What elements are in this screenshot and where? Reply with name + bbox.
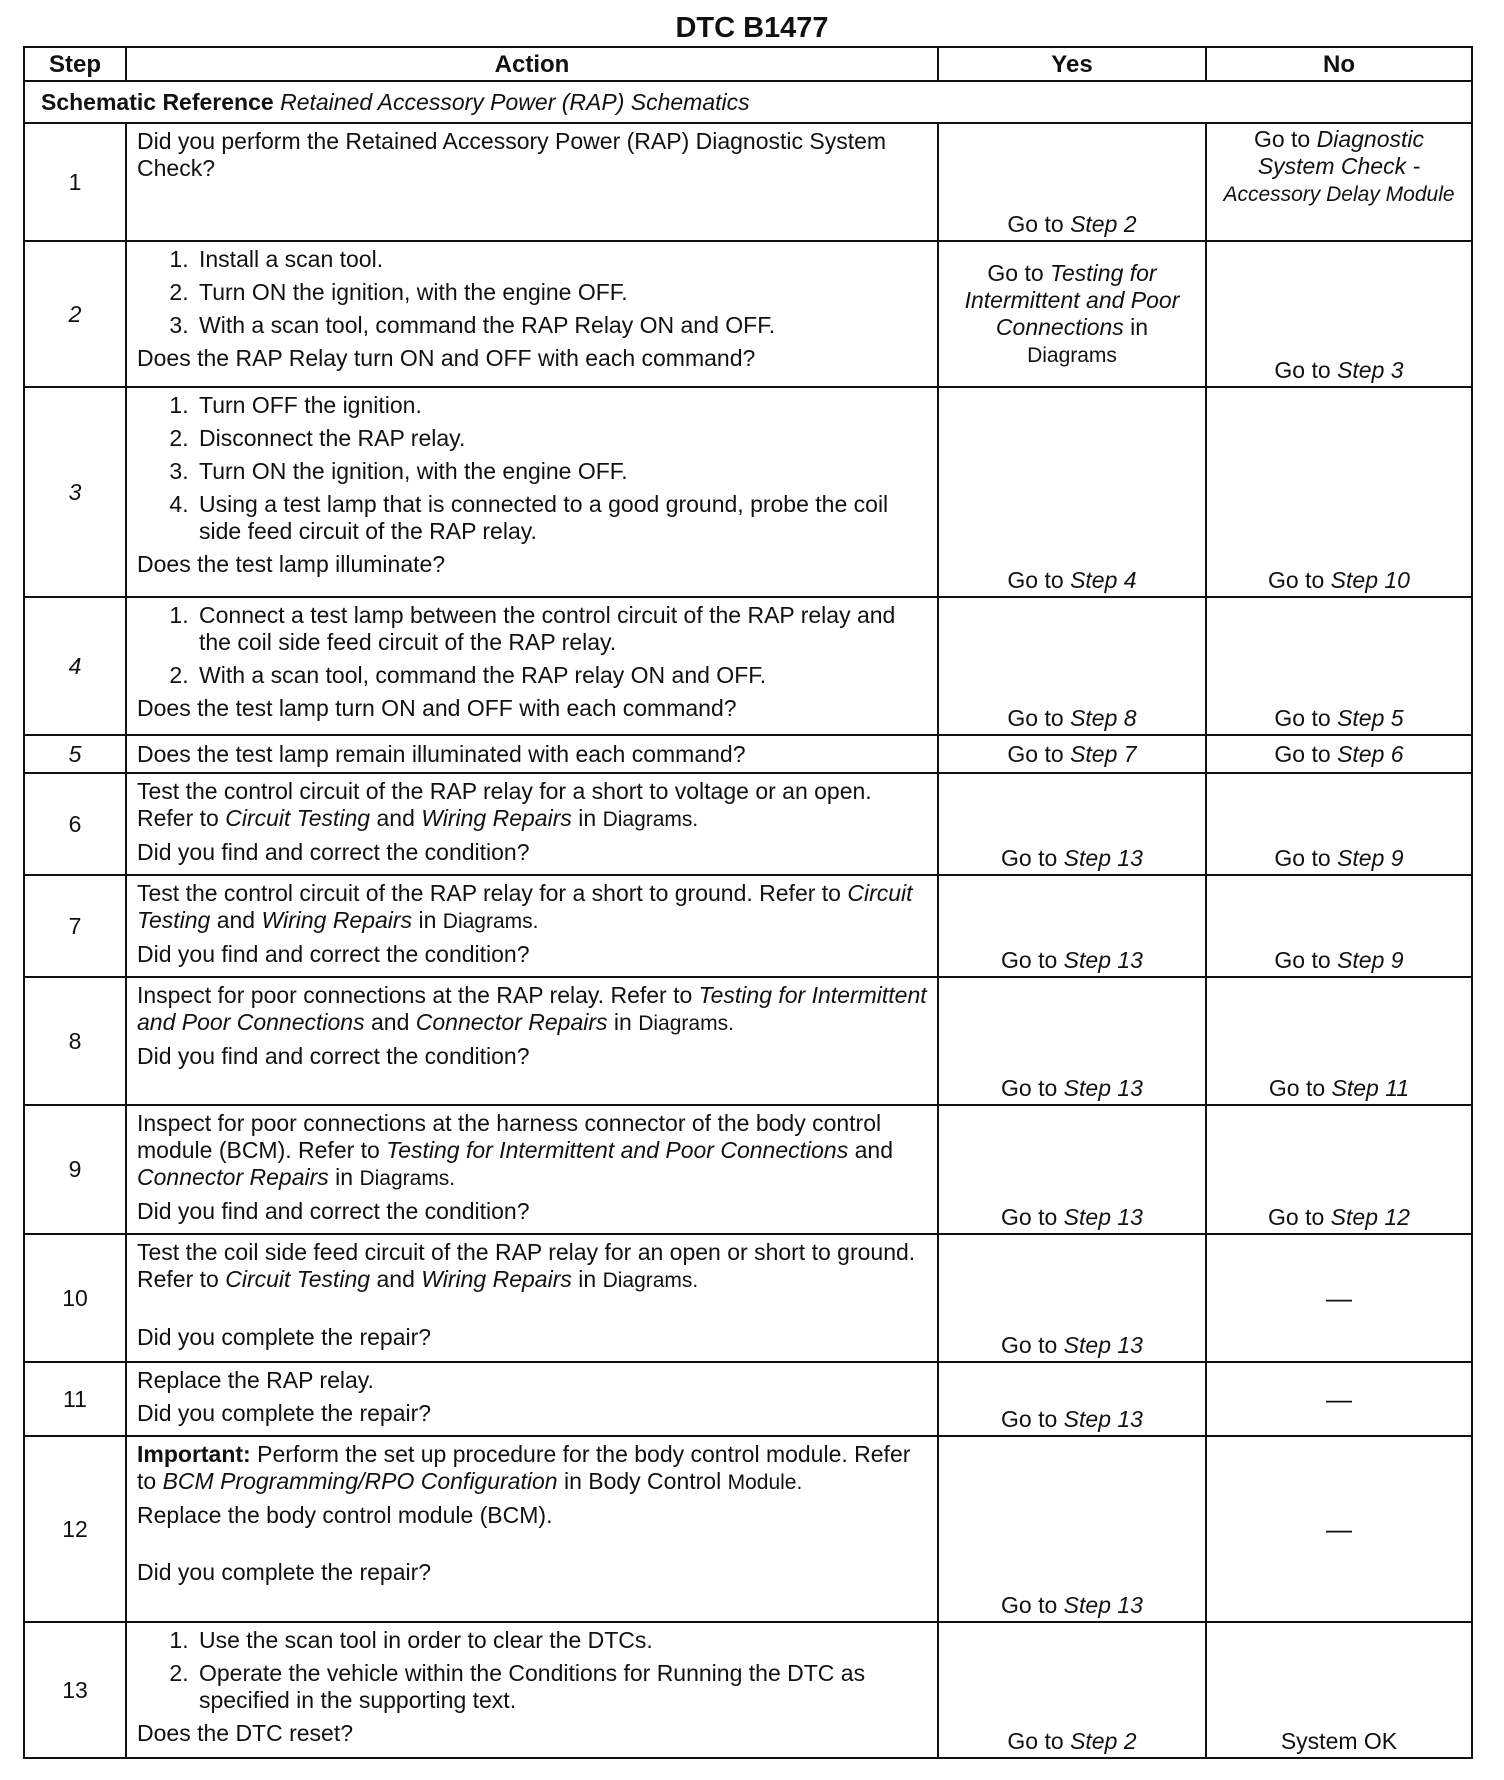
action-cell xyxy=(126,241,938,387)
step-link[interactable]: Step 2 xyxy=(1070,1728,1137,1754)
table-row xyxy=(24,1362,1472,1436)
instruction: Inspect for poor connections at the RAP relay. Refer to Testing for Intermittent and Poor Connections and Connector Repairs in Diagrams. xyxy=(137,982,927,1035)
yes-cell: Go to Step 13 xyxy=(938,773,1206,875)
step-link[interactable]: Step 13 xyxy=(1063,845,1143,871)
instruction: Test the control circuit of the RAP relay for a short to voltage or an open. Refer to Circuit Testing and Wiring Repairs in Diagrams. xyxy=(137,778,872,831)
header-step: Step xyxy=(24,47,126,81)
question: Did you complete the repair? xyxy=(137,1324,432,1350)
list-item: 4. Using a test lamp that is connected to a good ground, probe the coil side feed circuit of the RAP relay. xyxy=(195,491,927,545)
action-cell xyxy=(126,773,938,875)
no-cell: Go to Diagnostic System Check - Accessory Delay Module xyxy=(1206,123,1472,241)
header-action: Action xyxy=(126,47,938,81)
instruction: Important: Perform the set up procedure for the body control module. Refer to BCM Programming/RPO Configuration in Body Control Module. xyxy=(137,1441,911,1494)
important-label: Important: xyxy=(137,1441,251,1467)
wiring-repairs-link[interactable]: Wiring Repairs xyxy=(421,805,572,831)
yes-cell: Go to Step 8 xyxy=(938,597,1206,735)
action-cell xyxy=(126,1234,938,1362)
yes-cell: Go to Step 7 xyxy=(938,735,1206,773)
page-title: DTC B1477 xyxy=(675,12,829,44)
action-cell xyxy=(126,597,938,735)
step-link[interactable]: Step 9 xyxy=(1337,845,1404,871)
action-cell xyxy=(126,1436,938,1622)
yes-cell: Go to Step 13 xyxy=(938,1234,1206,1362)
step-list xyxy=(137,602,927,689)
table-row xyxy=(24,735,1472,773)
instruction: Inspect for poor connections at the harness connector of the body control module (BCM). Refer to Testing for Intermittent and Poor Connections and Connector Repairs in Diagrams. xyxy=(137,1110,893,1190)
step-link[interactable]: Step 8 xyxy=(1070,705,1137,731)
question: Did you complete the repair? xyxy=(137,1559,432,1585)
table-row xyxy=(24,241,1472,387)
yes-cell: Go to Step 13 xyxy=(938,1436,1206,1622)
step-number: 3 xyxy=(24,387,126,597)
no-cell: — xyxy=(1206,1362,1472,1436)
schematic-reference xyxy=(24,81,1472,123)
step-number: 11 xyxy=(24,1362,126,1436)
step-number: 8 xyxy=(24,977,126,1105)
circuit-testing-link[interactable]: Circuit Testing xyxy=(225,805,371,831)
no-cell: Go to Step 3 xyxy=(1206,241,1472,387)
table-row xyxy=(24,1105,1472,1234)
question: Did you perform the Retained Accessory Power (RAP) Diagnostic System Check? xyxy=(137,128,887,181)
step-number: 1 xyxy=(24,123,126,241)
action-cell xyxy=(126,735,938,773)
table-row xyxy=(24,875,1472,977)
table-row xyxy=(24,1234,1472,1362)
action-cell xyxy=(126,1105,938,1234)
table-row xyxy=(24,1436,1472,1622)
step-number: 7 xyxy=(24,875,126,977)
no-cell: Go to Step 12 xyxy=(1206,1105,1472,1234)
list-item: 1. Turn OFF the ignition. xyxy=(195,392,927,419)
table-row xyxy=(24,773,1472,875)
no-cell: Go to Step 5 xyxy=(1206,597,1472,735)
bcm-programming-link[interactable]: BCM Programming/RPO Configuration xyxy=(162,1468,558,1494)
no-cell: Go to Step 9 xyxy=(1206,773,1472,875)
question: Does the test lamp illuminate? xyxy=(137,551,446,577)
step-link[interactable]: Step 5 xyxy=(1337,705,1404,731)
list-item: 2. With a scan tool, command the RAP relay ON and OFF. xyxy=(195,662,927,689)
step-link[interactable]: Step 13 xyxy=(1063,1592,1143,1618)
circuit-testing-link[interactable]: Circuit Testing xyxy=(137,880,913,933)
question: Did you complete the repair? xyxy=(137,1400,432,1426)
step-number: 9 xyxy=(24,1105,126,1234)
step-link[interactable]: Step 13 xyxy=(1063,1332,1143,1358)
diagnostic-system-check-link[interactable]: Diagnostic System Check - xyxy=(1257,126,1425,179)
step-number: 2 xyxy=(24,241,126,387)
wiring-repairs-link[interactable]: Wiring Repairs xyxy=(261,907,413,933)
question: Did you find and correct the condition? xyxy=(137,839,530,865)
circuit-testing-link[interactable]: Circuit Testing xyxy=(225,1266,371,1292)
no-cell: System OK xyxy=(1206,1622,1472,1758)
no-cell: — xyxy=(1206,1436,1472,1622)
yes-cell: Go to Step 13 xyxy=(938,875,1206,977)
table-row xyxy=(24,1622,1472,1758)
header-yes: Yes xyxy=(938,47,1206,81)
table-row xyxy=(24,387,1472,597)
question: Did you find and correct the condition? xyxy=(137,1198,530,1224)
yes-cell: Go to Step 13 xyxy=(938,1362,1206,1436)
no-cell: Go to Step 6 xyxy=(1206,735,1472,773)
testing-link[interactable]: Testing for Intermittent and Poor Connections xyxy=(386,1137,849,1163)
step-list xyxy=(137,1627,927,1714)
step-link[interactable]: Step 6 xyxy=(1337,740,1404,767)
action-cell xyxy=(126,1622,938,1758)
list-item: 2. Turn ON the ignition, with the engine OFF. xyxy=(195,279,927,306)
schematic-label: Schematic Reference xyxy=(41,88,274,115)
action-cell xyxy=(126,123,938,241)
step-link[interactable]: Step 12 xyxy=(1330,1204,1410,1230)
question: Does the DTC reset? xyxy=(137,1720,354,1746)
action-cell xyxy=(126,875,938,977)
step-number: 6 xyxy=(24,773,126,875)
list-item: 1. Use the scan tool in order to clear the DTCs. xyxy=(195,1627,927,1654)
instruction: Replace the body control module (BCM). xyxy=(137,1502,553,1528)
step-number: 10 xyxy=(24,1234,126,1362)
yes-cell: Go to Step 2 xyxy=(938,1622,1206,1758)
table-row xyxy=(24,123,1472,241)
no-cell: Go to Step 11 xyxy=(1206,977,1472,1105)
step-link[interactable]: Step 9 xyxy=(1337,947,1404,973)
yes-cell: Go to Step 4 xyxy=(938,387,1206,597)
list-item: 1. Install a scan tool. xyxy=(195,246,927,273)
instruction: Test the control circuit of the RAP relay for a short to ground. Refer to Circuit Testing and Wiring Repairs in Diagrams. xyxy=(137,880,913,933)
schematic-ref: Retained Accessory Power (RAP) Schematics xyxy=(280,88,750,115)
step-list xyxy=(137,246,927,339)
connector-repairs-link[interactable]: Connector Repairs xyxy=(415,1009,608,1035)
yes-cell: Go to Testing for Intermittent and Poor Connections in Diagrams xyxy=(938,241,1206,387)
step-link[interactable]: Step 3 xyxy=(1337,357,1404,383)
no-cell: Go to Step 9 xyxy=(1206,875,1472,977)
step-list xyxy=(137,392,927,545)
step-link[interactable]: Step 7 xyxy=(1070,740,1137,767)
wiring-repairs-link[interactable]: Wiring Repairs xyxy=(421,1266,572,1292)
action-cell xyxy=(126,1362,938,1436)
schematic-row xyxy=(24,81,1472,123)
no-cell: — xyxy=(1206,1234,1472,1362)
step-link[interactable]: Step 13 xyxy=(1063,1075,1143,1101)
question: Does the test lamp turn ON and OFF with each command? xyxy=(137,695,737,721)
table-row xyxy=(24,597,1472,735)
testing-link[interactable]: Testing for Intermittent and Poor Connections xyxy=(964,259,1180,340)
yes-cell: Go to Step 13 xyxy=(938,1105,1206,1234)
list-item: 1. Connect a test lamp between the control circuit of the RAP relay and the coil side feed circuit of the RAP relay. xyxy=(195,602,927,656)
no-cell: Go to Step 10 xyxy=(1206,387,1472,597)
question: Did you find and correct the condition? xyxy=(137,1043,530,1069)
list-item: 2. Operate the vehicle within the Conditions for Running the DTC as specified in the supporting text. xyxy=(195,1660,927,1714)
connector-repairs-link[interactable]: Connector Repairs xyxy=(137,1164,329,1190)
step-number: 4 xyxy=(24,597,126,735)
yes-cell: Go to Step 2 xyxy=(938,123,1206,241)
header-row xyxy=(24,47,1472,81)
step-number: 12 xyxy=(24,1436,126,1622)
action-cell xyxy=(126,387,938,597)
list-item: 3. With a scan tool, command the RAP Relay ON and OFF. xyxy=(195,312,927,339)
table-row xyxy=(24,977,1472,1105)
step-link[interactable]: Step 4 xyxy=(1070,567,1137,593)
step-number: 5 xyxy=(24,735,126,773)
step-link[interactable]: Step 13 xyxy=(1063,947,1143,973)
list-item: 2. Disconnect the RAP relay. xyxy=(195,425,927,452)
no-sub: Accessory Delay Module xyxy=(1223,183,1455,206)
list-item: 3. Turn ON the ignition, with the engine OFF. xyxy=(195,458,927,485)
question: Did you find and correct the condition? xyxy=(137,941,530,967)
diagnostic-table xyxy=(23,46,1473,1759)
instruction: Replace the RAP relay. xyxy=(137,1367,374,1393)
step-link[interactable]: Step 2 xyxy=(1070,211,1137,237)
step-link[interactable]: Step 10 xyxy=(1330,567,1410,593)
question: Does the test lamp remain illuminated with each command? xyxy=(137,740,746,767)
step-link[interactable]: Step 11 xyxy=(1331,1075,1410,1101)
step-link[interactable]: Step 13 xyxy=(1063,1406,1143,1432)
instruction: Test the coil side feed circuit of the RAP relay for an open or short to ground. Refer to Circuit Testing and Wiring Repairs in Diagrams. xyxy=(137,1239,916,1292)
action-cell xyxy=(126,977,938,1105)
step-link[interactable]: Step 13 xyxy=(1063,1204,1143,1230)
yes-cell: Go to Step 13 xyxy=(938,977,1206,1105)
testing-link[interactable]: Testing for Intermittent and Poor Connections xyxy=(137,982,927,1035)
header-no: No xyxy=(1206,47,1472,81)
question: Does the RAP Relay turn ON and OFF with each command? xyxy=(137,345,756,371)
step-number: 13 xyxy=(24,1622,126,1758)
